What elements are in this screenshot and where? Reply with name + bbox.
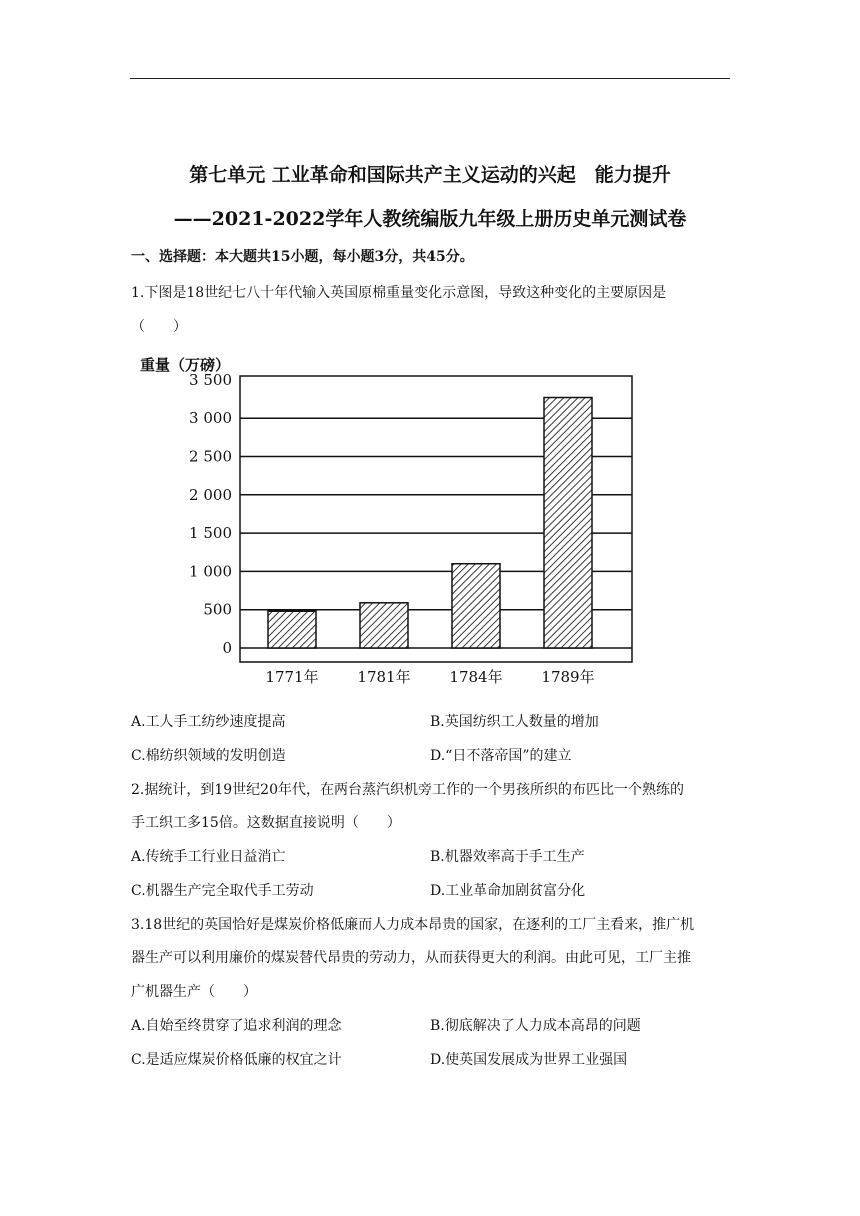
x-axis-labels bbox=[265, 668, 594, 686]
y-tick-label: 2 000 bbox=[189, 485, 232, 504]
y-tick-label: 1 000 bbox=[189, 562, 232, 581]
q2-option-b: B.机器效率高于手工生产 bbox=[430, 849, 585, 865]
x-tick-label: 1771年 bbox=[265, 668, 319, 686]
bar bbox=[452, 564, 500, 648]
y-tick-label: 0 bbox=[222, 639, 232, 657]
bar bbox=[268, 611, 316, 648]
section-heading: 一、选择题：本大题共15小题，每小题3分，共45分。 bbox=[131, 249, 474, 265]
q3-stem-line-2: 器生产可以利用廉价的煤炭替代昂贵的劳动力，从而获得更大的利润。由此可见，工厂主推 bbox=[131, 950, 691, 966]
q1-option-d: D.“日不落帝国”的建立 bbox=[430, 748, 572, 764]
q1-option-b: B.英国纺织工人数量的增加 bbox=[430, 714, 599, 730]
q3-stem-line-1: 3.18世纪的英国恰好是煤炭价格低廉而人力成本昂贵的国家，在逐利的工厂主看来，推广机 bbox=[131, 917, 695, 933]
q2-option-d: D.工业革命加剧贫富分化 bbox=[430, 883, 586, 899]
y-axis-label: 重量（万磅） bbox=[140, 356, 231, 374]
q1-stem-line-1: 1.下图是18世纪七八十年代输入英国原棉重量变化示意图，导致这种变化的主要原因是 bbox=[131, 285, 667, 301]
y-tick-label: 3 500 bbox=[189, 370, 232, 389]
q2-stem-line-1: 2.据统计，到19世纪20年代，在两台蒸汽织机旁工作的一个男孩所织的布匹比一个熟练的 bbox=[131, 782, 684, 798]
q2-option-c: C.机器生产完全取代手工劳动 bbox=[131, 883, 314, 899]
top-rule bbox=[130, 78, 730, 79]
q3-option-d: D.使英国发展成为世界工业强国 bbox=[430, 1052, 628, 1068]
x-tick-label: 1789年 bbox=[541, 668, 595, 686]
q1-stem-line-2: （ ） bbox=[131, 319, 187, 335]
y-tick-label: 3 000 bbox=[189, 409, 232, 428]
q3-option-c: C.是适应煤炭价格低廉的权宜之计 bbox=[131, 1052, 342, 1068]
bar bbox=[544, 398, 592, 648]
q2-stem-line-2: 手工织工多15倍。这数据直接说明（ ） bbox=[131, 815, 401, 831]
x-tick-label: 1781年 bbox=[357, 668, 411, 686]
bar bbox=[360, 603, 408, 648]
y-tick-label: 2 500 bbox=[189, 447, 232, 466]
y-axis-ticks bbox=[189, 371, 232, 657]
q2-option-a: A.传统手工行业日益消亡 bbox=[131, 849, 286, 865]
q3-option-b: B.彻底解决了人力成本高昂的问题 bbox=[430, 1018, 641, 1034]
document-title-line-2: ——2021-2022学年人教统编版九年级上册历史单元测试卷 bbox=[173, 208, 687, 230]
document-title-line-1: 第七单元 工业革命和国际共产主义运动的兴起 能力提升 bbox=[189, 164, 671, 186]
q3-stem-line-3: 广机器生产（ ） bbox=[131, 984, 257, 1000]
x-tick-label: 1784年 bbox=[449, 668, 503, 686]
q3-option-a: A.自始至终贯穿了追求利润的理念 bbox=[131, 1018, 342, 1034]
cotton-import-bar-chart bbox=[130, 350, 650, 695]
y-tick-label: 1 500 bbox=[189, 524, 232, 543]
q1-option-a: A.工人手工纺纱速度提高 bbox=[131, 714, 286, 730]
y-tick-label: 500 bbox=[203, 600, 232, 619]
q1-option-c: C.棉纺织领域的发明创造 bbox=[131, 748, 286, 764]
